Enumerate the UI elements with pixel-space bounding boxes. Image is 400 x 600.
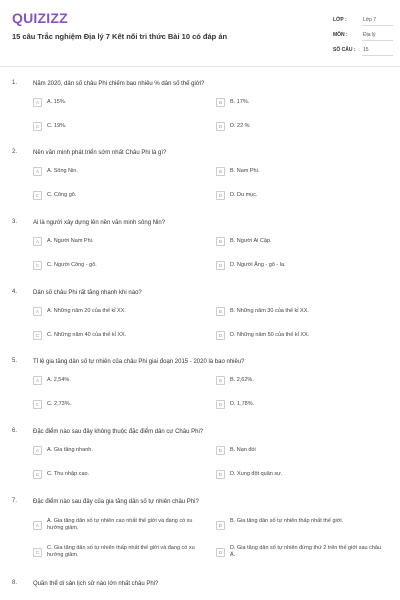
meta-count-value: 15: [363, 47, 369, 53]
option-letter-d: D: [216, 122, 225, 131]
option-letter-b: B: [216, 376, 225, 385]
option-c[interactable]: [33, 119, 203, 134]
option-text: A. 15%.: [47, 99, 67, 105]
question-number: 6.: [12, 428, 18, 434]
option-d[interactable]: [216, 328, 391, 343]
option-b[interactable]: [216, 373, 391, 388]
question-number: 8.: [12, 580, 18, 586]
option-text: B. Người Ai Cập.: [230, 238, 272, 244]
option-text: D. Những năm 50 của thế kỉ XX.: [230, 332, 310, 338]
question-number: 2.: [12, 149, 18, 155]
option-a[interactable]: [33, 95, 203, 110]
option-text: B. Gia tăng dân số tự nhiên thấp nhất thế giới.: [230, 518, 344, 524]
question-number: 4.: [12, 289, 18, 295]
option-a[interactable]: [33, 443, 203, 458]
option-c[interactable]: [33, 467, 203, 482]
option-letter-b: B: [216, 98, 225, 107]
question-number: 5.: [12, 358, 18, 364]
option-text: B. Những năm 30 của thế kỉ XX.: [230, 308, 309, 314]
option-text: D. Người Ăng - gô - la.: [230, 262, 286, 268]
option-d[interactable]: [216, 119, 391, 134]
meta-class: [333, 14, 393, 26]
meta-count-label: SỐ CÂU :: [333, 47, 356, 53]
option-c[interactable]: [33, 542, 203, 564]
option-a[interactable]: [33, 234, 203, 249]
option-text: A. Gia tăng dân số tự nhiên cao nhất thế giới và đang có xu hướng giảm.: [47, 518, 193, 531]
option-letter-a: A: [33, 521, 42, 530]
meta-subject-value: Địa lý: [363, 32, 376, 38]
option-b[interactable]: [216, 443, 391, 458]
question-text: Nền văn minh phát triển sớm nhất Châu Phi là gì?: [33, 150, 167, 156]
meta-subject-label: MÔN :: [333, 32, 348, 38]
option-text: B. Nạn đói: [230, 447, 256, 453]
option-d[interactable]: [216, 542, 391, 564]
option-c[interactable]: [33, 258, 203, 273]
question-text: Năm 2020, dân số châu Phi chiếm bao nhiêu % dân số thế giới?: [33, 81, 205, 87]
option-text: C. Những năm 40 của thế kỉ XX.: [47, 332, 127, 338]
option-a[interactable]: [33, 304, 203, 319]
meta-count-underline: [362, 55, 393, 56]
option-d[interactable]: [216, 397, 391, 412]
option-letter-d: D: [216, 191, 225, 200]
meta-subject: [333, 29, 393, 41]
option-text: C. 2,73%.: [47, 401, 72, 407]
option-letter-b: B: [216, 307, 225, 316]
option-c[interactable]: [33, 328, 203, 343]
option-b[interactable]: [216, 234, 391, 249]
option-text: A. 2,54%.: [47, 377, 71, 383]
question-text: Đặc điểm nào sau đây không thuộc đặc điểm dân cư Châu Phi?: [33, 429, 204, 435]
option-letter-a: A: [33, 376, 42, 385]
option-letter-d: D: [216, 400, 225, 409]
option-letter-c: C: [33, 191, 42, 200]
option-letter-c: C: [33, 548, 42, 557]
option-letter-a: A: [33, 307, 42, 316]
meta-class-underline: [362, 25, 393, 26]
option-c[interactable]: [33, 188, 203, 203]
option-b[interactable]: [216, 304, 391, 319]
option-text: A. Người Nam Phi.: [47, 238, 94, 244]
question-text: Đặc điểm nào sau đây của gia tăng dân số tự nhiên châu Phi?: [33, 499, 199, 505]
option-text: D. Du mục.: [230, 192, 258, 198]
worksheet-title: 15 câu Trắc nghiệm Địa lý 7 Kết nối tri thức Bài 10 có đáp án: [12, 32, 228, 41]
question-number: 1.: [12, 80, 18, 86]
option-letter-a: A: [33, 446, 42, 455]
option-text: C. Công gô.: [47, 192, 77, 198]
question-text: Dân số châu Phi rất tăng nhanh khi nào?: [33, 290, 142, 296]
question-text: Tỉ lệ gia tăng dân số tự nhiên của châu Phi giai đoạn 2015 - 2020 là bao nhiêu?: [33, 359, 245, 365]
option-c[interactable]: [33, 397, 203, 412]
option-letter-b: B: [216, 237, 225, 246]
option-d[interactable]: [216, 258, 391, 273]
quizizz-logo: QUIZIZZ: [12, 10, 68, 26]
question-number: 7.: [12, 498, 18, 504]
option-letter-c: C: [33, 122, 42, 131]
option-letter-b: B: [216, 446, 225, 455]
meta-class-value: Lớp 7: [363, 17, 377, 23]
meta-subject-underline: [362, 40, 393, 41]
option-d[interactable]: [216, 188, 391, 203]
option-text: C. Gia tăng dân số tự nhiên thấp nhất thế giới và đang có xu hướng giảm.: [47, 545, 195, 558]
question-number: 3.: [12, 219, 18, 225]
option-letter-d: D: [216, 261, 225, 270]
option-letter-c: C: [33, 400, 42, 409]
question-text: Ai là người xây dựng lên nền văn minh sông Nin?: [33, 220, 166, 226]
option-text: C. Người Công - gô.: [47, 262, 97, 268]
option-text: D. Gia tăng dân số tự nhiên đứng thứ 2 trên thế giới sau châu Á.: [230, 545, 382, 558]
question-text: Quần thể di sản lịch sử nào lớn nhất châu Phi?: [33, 581, 159, 587]
meta-class-label: LỚP :: [333, 17, 347, 23]
option-text: D. 1,78%.: [230, 401, 255, 407]
option-letter-d: D: [216, 331, 225, 340]
meta-count: [333, 44, 393, 56]
option-letter-b: B: [216, 521, 225, 530]
option-letter-a: A: [33, 237, 42, 246]
option-text: A. Sông Nin.: [47, 168, 78, 174]
header-divider: [0, 66, 400, 67]
option-text: B. Nam Phi.: [230, 168, 260, 174]
option-text: D. Xung đột quân sự.: [230, 471, 283, 477]
option-a[interactable]: [33, 164, 203, 179]
option-b[interactable]: [216, 95, 391, 110]
option-letter-c: C: [33, 331, 42, 340]
option-letter-a: A: [33, 167, 42, 176]
option-letter-c: C: [33, 470, 42, 479]
option-text: B. 2,62%.: [230, 377, 254, 383]
worksheet-header: [0, 0, 400, 62]
option-letter-d: D: [216, 470, 225, 479]
option-d[interactable]: [216, 467, 391, 482]
option-text: D. 22 %: [230, 123, 250, 129]
option-letter-b: B: [216, 167, 225, 176]
option-text: C. 19%.: [47, 123, 67, 129]
option-a[interactable]: [33, 373, 203, 388]
option-letter-a: A: [33, 98, 42, 107]
option-text: C. Thu nhập cao.: [47, 471, 90, 477]
option-letter-c: C: [33, 261, 42, 270]
option-text: B. 17%.: [230, 99, 250, 105]
option-text: A. Những năm 20 của thế kỉ XX.: [47, 308, 126, 314]
option-a[interactable]: [33, 515, 203, 537]
option-b[interactable]: [216, 515, 391, 537]
option-text: A. Gia tăng nhanh.: [47, 447, 93, 453]
option-b[interactable]: [216, 164, 391, 179]
option-letter-d: D: [216, 548, 225, 557]
